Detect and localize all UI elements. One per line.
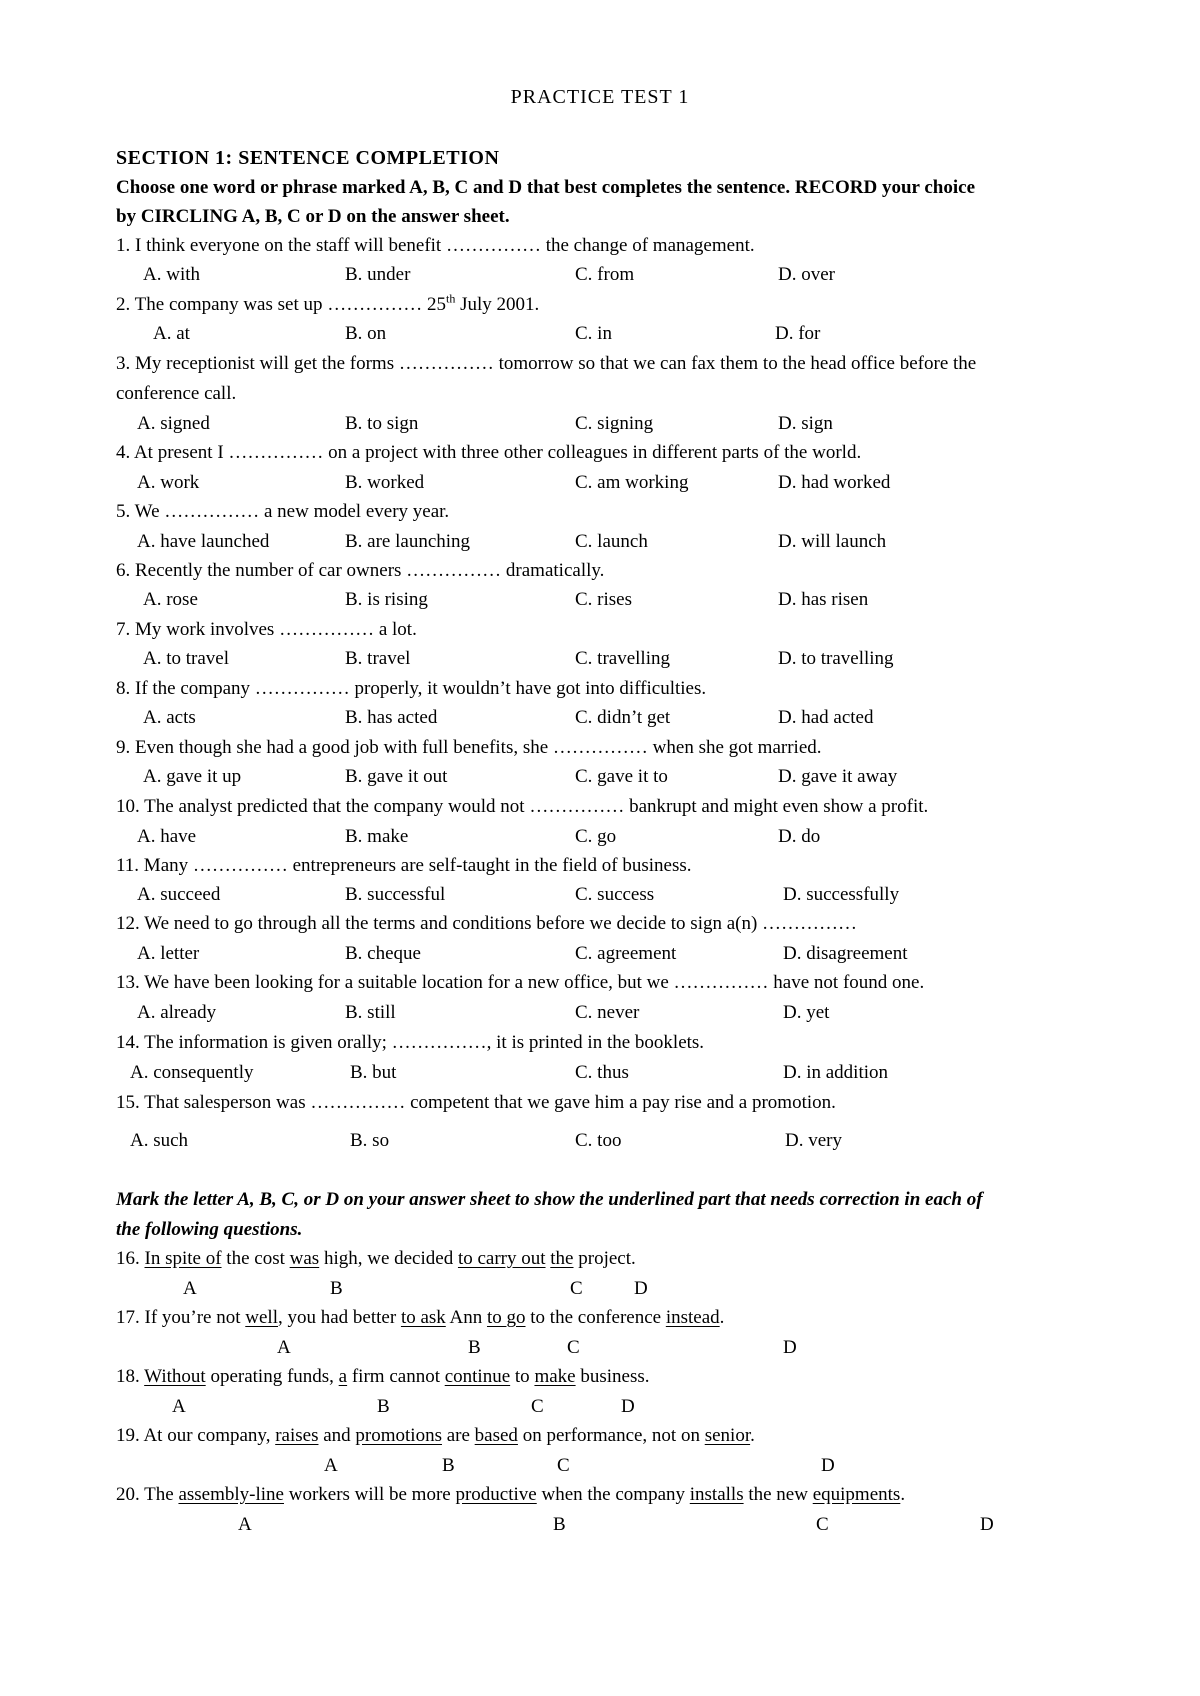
question-3: 3. My receptionist will get the forms …………… tomorrow so that we can fax them to the head office before the <box>116 353 977 374</box>
q6-option-c: C. rises <box>575 589 632 610</box>
q18-text: business. <box>575 1366 650 1387</box>
q18-letter-d: D <box>621 1396 635 1417</box>
q20-letter-c: C <box>816 1514 829 1535</box>
q15-option-b: B. so <box>350 1130 390 1151</box>
q4-option-d: D. had worked <box>778 472 891 493</box>
section-instruction-line2: by CIRCLING A, B, C or D on the answer sheet. <box>116 206 510 227</box>
q17-number: 17. If you’re not <box>116 1307 246 1328</box>
q13-option-a: A. already <box>137 1002 217 1023</box>
q14-option-d: D. in addition <box>783 1062 889 1083</box>
q19-part-b: promotions <box>355 1425 442 1446</box>
question-2-sup: th <box>446 291 456 306</box>
question-1: 1. I think everyone on the staff will benefit …………… the change of management. <box>116 235 755 256</box>
q16-text: the cost <box>221 1248 290 1269</box>
q18-number: 18. <box>116 1366 145 1387</box>
question-19 <box>116 1424 755 1448</box>
question-11: 11. Many …………… entrepreneurs are self-taught in the field of business. <box>116 855 692 876</box>
q18-text: firm cannot <box>347 1366 445 1387</box>
question-9: 9. Even though she had a good job with full benefits, she …………… when she got married. <box>116 737 822 758</box>
q19-text: are <box>441 1425 475 1446</box>
q20-part-a: assembly-line <box>178 1484 284 1505</box>
q4-option-a: A. work <box>137 472 200 493</box>
q20-letter-a: A <box>238 1514 252 1535</box>
q16-text: project. <box>573 1248 636 1269</box>
q18-text: to <box>510 1366 535 1387</box>
q16-letter-d: D <box>634 1278 648 1299</box>
q2-option-b: B. on <box>345 323 387 344</box>
section-heading: SECTION 1: SENTENCE COMPLETION <box>116 147 500 169</box>
q17-letter-c: C <box>567 1337 580 1358</box>
q11-option-b: B. successful <box>345 884 446 905</box>
q12-option-d: D. disagreement <box>783 943 908 964</box>
q12-option-a: A. letter <box>137 943 200 964</box>
question-20 <box>116 1483 905 1507</box>
q19-number: 19. At our company, <box>116 1425 276 1446</box>
q12-option-c: C. agreement <box>575 943 677 964</box>
q5-option-c: C. launch <box>575 531 648 552</box>
q9-option-b: B. gave it out <box>345 766 448 787</box>
q5-option-d: D. will launch <box>778 531 887 552</box>
q18-letter-b: B <box>377 1396 390 1417</box>
q17-text: to the conference <box>525 1307 666 1328</box>
question-8: 8. If the company …………… properly, it wouldn’t have got into difficulties. <box>116 678 707 699</box>
q9-option-a: A. gave it up <box>143 766 242 787</box>
q15-option-d: D. very <box>785 1130 842 1151</box>
q19-text: on performance, not on <box>517 1425 705 1446</box>
q3-option-c: C. signing <box>575 413 654 434</box>
q20-text: workers will be more <box>283 1484 456 1505</box>
question-14: 14. The information is given orally; ……………, it is printed in the booklets. <box>116 1032 705 1053</box>
q18-part-c: continue <box>444 1366 511 1387</box>
q20-part-b: productive <box>455 1484 537 1505</box>
q13-option-d: D. yet <box>783 1002 830 1023</box>
q16-number: 16. <box>116 1248 145 1269</box>
question-2-text-before: 2. The company was set up …………… 25 <box>116 294 446 315</box>
question-12: 12. We need to go through all the terms and conditions before we decide to sign a(n) …………… <box>116 913 858 934</box>
question-2 <box>116 293 539 317</box>
q13-option-c: C. never <box>575 1002 640 1023</box>
section-instruction-line1: Choose one word or phrase marked A, B, C and D that best completes the sentence. RECORD your choice <box>116 177 976 198</box>
q16-letter-c: C <box>570 1278 583 1299</box>
page-title: PRACTICE TEST 1 <box>510 86 690 108</box>
q16-part-d: the <box>550 1248 574 1269</box>
q14-option-c: C. thus <box>575 1062 629 1083</box>
q17-part-d: instead <box>665 1307 720 1328</box>
q11-option-c: C. success <box>575 884 655 905</box>
q9-option-d: D. gave it away <box>778 766 898 787</box>
q16-letter-b: B <box>330 1278 343 1299</box>
q10-option-b: B. make <box>345 826 409 847</box>
question-5: 5. We …………… a new model every year. <box>116 501 450 522</box>
q18-part-a: Without <box>144 1366 206 1387</box>
question-10: 10. The analyst predicted that the company would not …………… bankrupt and might even show a profit. <box>116 796 929 817</box>
q19-letter-a: A <box>324 1455 338 1476</box>
q17-text: , you had better <box>278 1307 401 1328</box>
q6-option-b: B. is rising <box>345 589 428 610</box>
question-7: 7. My work involves …………… a lot. <box>116 619 417 640</box>
q17-letter-d: D <box>783 1337 797 1358</box>
q17-text: . <box>719 1307 725 1328</box>
q11-option-a: A. succeed <box>137 884 221 905</box>
q10-option-a: A. have <box>137 826 197 847</box>
q19-text: and <box>318 1425 356 1446</box>
q2-option-d: D. for <box>775 323 821 344</box>
q14-option-b: B. but <box>350 1062 397 1083</box>
q7-option-d: D. to travelling <box>778 648 894 669</box>
q7-option-a: A. to travel <box>143 648 230 669</box>
q17-part-a: well <box>245 1307 278 1328</box>
q3-option-d: D. sign <box>778 413 833 434</box>
q18-letter-a: A <box>172 1396 186 1417</box>
q8-option-b: B. has acted <box>345 707 438 728</box>
q5-option-b: B. are launching <box>345 531 471 552</box>
q20-text: the new <box>743 1484 813 1505</box>
q1-option-a: A. with <box>143 264 200 285</box>
question-16 <box>116 1247 636 1271</box>
q8-option-c: C. didn’t get <box>575 707 671 728</box>
q19-part-a: raises <box>275 1425 319 1446</box>
q12-option-b: B. cheque <box>345 943 421 964</box>
q17-text: Ann <box>445 1307 487 1328</box>
question-4: 4. At present I …………… on a project with three other colleagues in different parts of the world. <box>116 442 862 463</box>
q19-text: . <box>750 1425 755 1446</box>
q18-text: operating funds, <box>205 1366 339 1387</box>
q18-part-b: a <box>338 1366 348 1387</box>
q18-part-d: make <box>534 1366 576 1387</box>
q7-option-b: B. travel <box>345 648 411 669</box>
q19-letter-d: D <box>821 1455 835 1476</box>
q17-letter-b: B <box>468 1337 481 1358</box>
error-id-instruction-line1: Mark the letter A, B, C, or D on your answer sheet to show the underlined part that needs correction in each of <box>116 1189 983 1210</box>
q11-option-d: D. successfully <box>783 884 900 905</box>
q1-option-b: B. under <box>345 264 411 285</box>
q17-letter-a: A <box>277 1337 291 1358</box>
q2-option-c: C. in <box>575 323 612 344</box>
q19-part-d: senior <box>704 1425 751 1446</box>
error-id-instruction-line2: the following questions. <box>116 1219 303 1240</box>
q14-option-a: A. consequently <box>130 1062 254 1083</box>
q4-option-b: B. worked <box>345 472 425 493</box>
question-6: 6. Recently the number of car owners …………… dramatically. <box>116 560 605 581</box>
q13-option-b: B. still <box>345 1002 396 1023</box>
q15-option-a: A. such <box>130 1130 189 1151</box>
q19-letter-c: C <box>557 1455 570 1476</box>
q20-number: 20. The <box>116 1484 179 1505</box>
q20-letter-d: D <box>980 1514 994 1535</box>
question-2-text-after: July 2001. <box>455 294 540 315</box>
q6-option-a: A. rose <box>143 589 198 610</box>
q1-option-d: D. over <box>778 264 835 285</box>
q15-option-c: C. too <box>575 1130 622 1151</box>
q20-text: . <box>900 1484 906 1505</box>
q2-option-a: A. at <box>153 323 190 344</box>
q5-option-a: A. have launched <box>137 531 270 552</box>
q17-part-c: to go <box>486 1307 526 1328</box>
q16-part-c: to carry out <box>457 1248 546 1269</box>
q3-option-b: B. to sign <box>345 413 419 434</box>
q16-letter-a: A <box>183 1278 197 1299</box>
q7-option-c: C. travelling <box>575 648 670 669</box>
question-18 <box>116 1365 650 1389</box>
question-13: 13. We have been looking for a suitable location for a new office, but we …………… have not found one. <box>116 972 925 993</box>
question-3-line2: conference call. <box>116 383 237 404</box>
q6-option-d: D. has risen <box>778 589 869 610</box>
q20-part-d: equipments <box>812 1484 901 1505</box>
q9-option-c: C. gave it to <box>575 766 668 787</box>
q3-option-a: A. signed <box>137 413 210 434</box>
q16-text: high, we decided <box>319 1248 458 1269</box>
q10-option-c: C. go <box>575 826 617 847</box>
q16-part-a: In spite of <box>144 1248 222 1269</box>
q8-option-d: D. had acted <box>778 707 874 728</box>
question-15: 15. That salesperson was …………… competent that we gave him a pay rise and a promotion. <box>116 1092 836 1113</box>
q19-part-c: based <box>474 1425 518 1446</box>
q10-option-d: D. do <box>778 826 821 847</box>
q20-part-c: installs <box>689 1484 744 1505</box>
question-17 <box>116 1306 724 1330</box>
q17-part-b: to ask <box>400 1307 446 1328</box>
q19-letter-b: B <box>442 1455 455 1476</box>
q18-letter-c: C <box>531 1396 544 1417</box>
q1-option-c: C. from <box>575 264 635 285</box>
q16-part-b: was <box>289 1248 320 1269</box>
q20-letter-b: B <box>553 1514 566 1535</box>
q8-option-a: A. acts <box>143 707 196 728</box>
q20-text: when the company <box>536 1484 690 1505</box>
q4-option-c: C. am working <box>575 472 689 493</box>
